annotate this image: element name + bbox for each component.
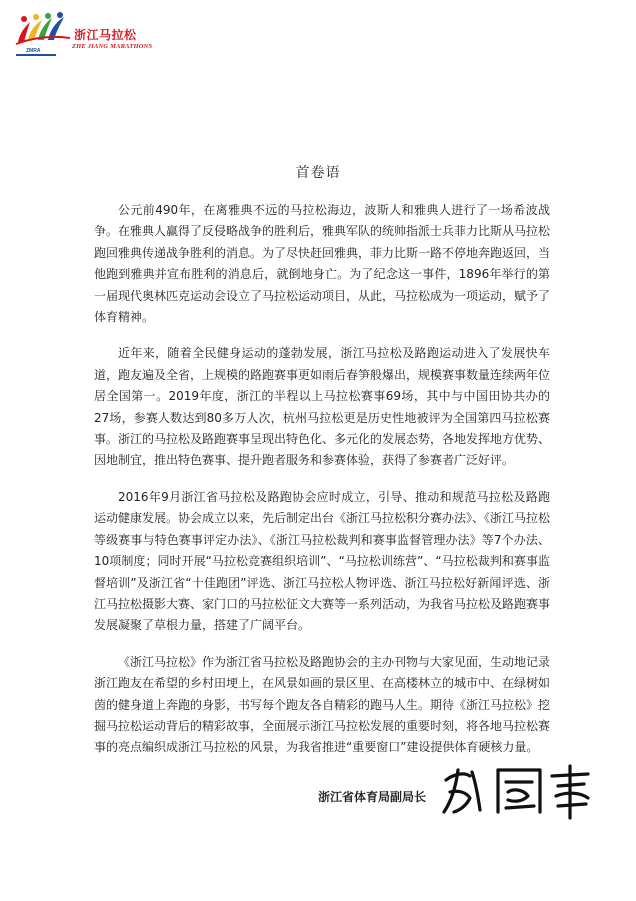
svg-text:ZMRA: ZMRA — [26, 48, 41, 54]
zhejiang-marathon-logo-icon — [12, 12, 72, 58]
paragraph-1: 公元前490年，在离雅典不远的马拉松海边，波斯人和雅典人进行了一场希波战争。在雅典人赢得了反侵略战争的胜利后，雅典军队的统帅指派士兵菲力比斯从马拉松跑回雅典传递战争胜利的消息。为了尽快赶回雅典，菲力比斯一路不停地奔跑返回，当他跑到雅典并宣布胜利的消息后，就倒地身亡。为了纪念这一事件，1896年举行的第一届现代奥林匹克运动会设立了马拉松运动项目，从此，马拉松成为一项运动，赋予了体育精神。 — [94, 203, 551, 325]
article-body — [94, 200, 550, 774]
signature-title: 浙江省体育局副局长 — [318, 790, 427, 804]
paragraph-4: 《浙江马拉松》作为浙江省马拉松及路跑协会的主办刊物与大家见面，生动地记录浙江跑友在希望的乡村田埂上，在风景如画的景区里、在高楼林立的城市中、在绿树如茵的健身道上奔跑的身影，书写每个跑友各自精彩的跑马人生。期待《浙江马拉松》挖掘马拉松运动背后的精彩故事，全面展示浙江马拉松发展的重要时刻，将各地马拉松赛事的亮点编织成浙江马拉松的风景，为我省推进“重要窗口”建设提供体育硬核力量。 — [94, 654, 551, 755]
logo-subtitle: ZHE JIANG MARATHONS — [72, 43, 153, 50]
page-title: 首卷语 — [295, 165, 341, 181]
logo-title: 浙江马拉松 — [74, 28, 137, 42]
masthead — [12, 12, 212, 58]
paragraph-2: 近年来，随着全民健身运动的蓬勃发展，浙江马拉松及路跑运动进入了发展快车道，跑友遍及全省，上规模的路跑赛事更如雨后春笋般爆出，规模赛事数量连续两年位居全国第一。2019年度，浙江的半程以上马拉松赛事69场，其中与中国田协共办的27场，参赛人数达到80多万人次，杭州马拉松更是历史性地被评为全国第四马拉松赛事。浙江的马拉松及路跑赛事呈现出特色化、多元化的发展态势，各地发挥地方优势、因地制宜，推出特色赛事、提升跑者服务和参赛体验，获得了参赛者广泛好评。 — [94, 346, 551, 468]
handwritten-signature-icon — [436, 762, 596, 820]
paragraph-3: 2016年9月浙江省马拉松及路跑协会应时成立，引导、推动和规范马拉松及路跑运动健康发展。协会成立以来，先后制定出台《浙江马拉松积分赛办法》、《浙江马拉松等级赛事与特色赛事评定办法》、《浙江马拉松裁判和赛事监督管理办法》等7个办法、10项制度；同时开展“马拉松竞赛组织培训”、“马拉松训练营”、“马拉松裁判和赛事监督培训”及浙江省“十佳跑团”评选、浙江马拉松人物评选、浙江马拉松好新闻评选、浙江马拉松摄影大赛、家门口的马拉松征文大赛等一系列活动，为我省马拉松及路跑赛事发展凝聚了草根力量，搭建了广阔平台。 — [94, 489, 551, 633]
